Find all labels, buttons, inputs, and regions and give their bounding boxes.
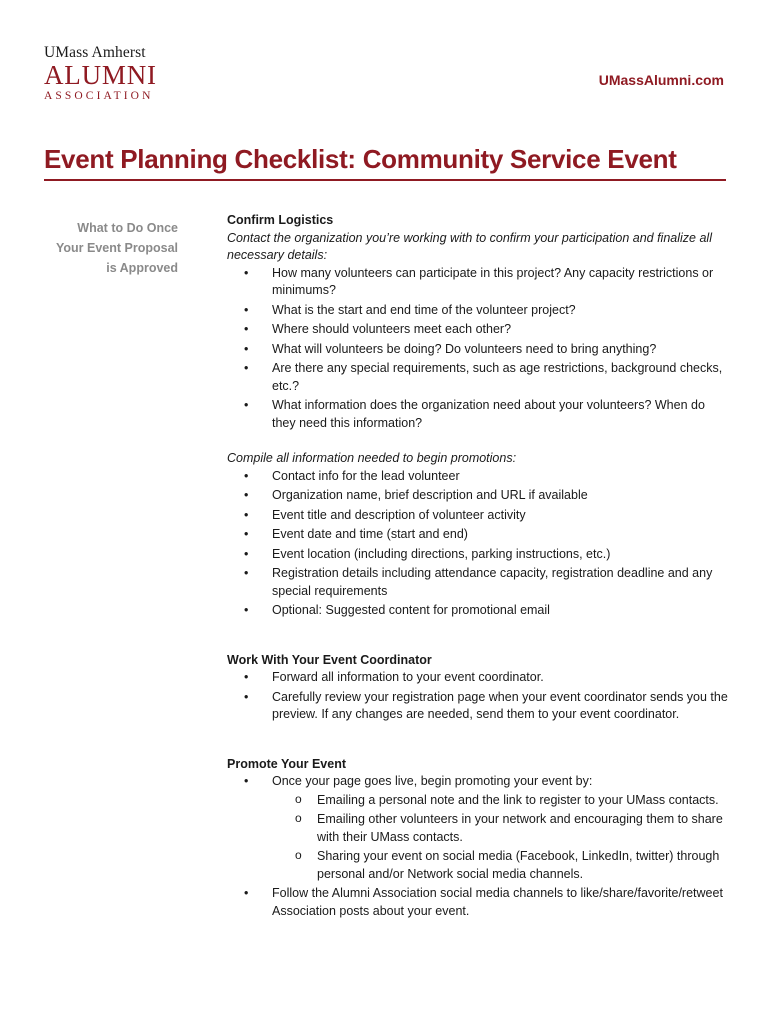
page-title: Event Planning Checklist: Community Service Event [44,144,677,174]
logistics-list [227,265,729,433]
list-item: • Organization name, brief description and URL if available [227,487,729,505]
list-item: • Follow the Alumni Association social media channels to like/share/favorite/retweet Association posts about your event. [227,885,729,920]
section-heading-confirm-logistics: Confirm Logistics [227,213,334,227]
checklist-content [227,212,729,922]
side-heading-line: Your Event Proposal [55,241,178,255]
side-heading [44,218,178,278]
sublist-item: o Emailing a personal note and the link to register to your UMass contacts. [272,792,729,810]
list-item: • Contact info for the lead volunteer [227,468,729,486]
list-item: • Event location (including directions, parking instructions, etc.) [227,546,729,564]
list-item: • Event date and time (start and end) [227,526,729,544]
logo-association: ASSOCIATION [44,90,154,102]
logistics-intro: Contact the organization you’re working with to confirm your participation and finalize all necessary details: [227,230,712,262]
list-item-text: Once your page goes live, begin promoting your event by: [272,774,593,788]
section-heading-promote-event: Promote Your Event [227,756,347,771]
title-divider [44,179,726,181]
promotions-info-list [227,468,729,620]
side-heading-line: is Approved [106,261,178,275]
sublist-item: o Emailing other volunteers in your network and encouraging them to share with their UMass contacts. [272,811,729,846]
list-item: • Event title and description of volunteer activity [227,507,729,525]
side-heading-line: What to Do Once [77,221,178,235]
alumni-association-logo [44,44,184,103]
list-item [227,773,729,883]
coordinator-list [227,669,729,724]
list-item: • Carefully review your registration page when your event coordinator sends you the preview. If any changes are needed, send them to your event coordinator. [227,689,729,724]
list-item: • Forward all information to your event coordinator. [227,669,729,687]
list-item: • How many volunteers can participate in this project? Any capacity restrictions or minimums? [227,265,729,300]
list-item: • Are there any special requirements, such as age restrictions, background checks, etc.? [227,360,729,395]
promote-list [227,773,729,920]
list-item: • Where should volunteers meet each other? [227,321,729,339]
logo-alumni: ALUMNI [44,60,157,90]
promotions-info-intro: Compile all information needed to begin promotions: [227,451,517,465]
promote-sublist [272,792,729,884]
site-url-link[interactable]: UMassAlumni.com [598,72,724,88]
logo-umass-amherst: UMass Amherst [44,44,146,61]
list-item: • Registration details including attendance capacity, registration deadline and any special requirements [227,565,729,600]
section-heading-event-coordinator: Work With Your Event Coordinator [227,652,432,667]
list-item: • What is the start and end time of the volunteer project? [227,302,729,320]
sublist-item: o Sharing your event on social media (Facebook, LinkedIn, twitter) through personal and/or Network social media channels. [272,848,729,883]
list-item: • Optional: Suggested content for promotional email [227,602,729,620]
list-item: • What information does the organization need about your volunteers? When do they need this information? [227,397,729,432]
list-item: • What will volunteers be doing? Do volunteers need to bring anything? [227,341,729,359]
